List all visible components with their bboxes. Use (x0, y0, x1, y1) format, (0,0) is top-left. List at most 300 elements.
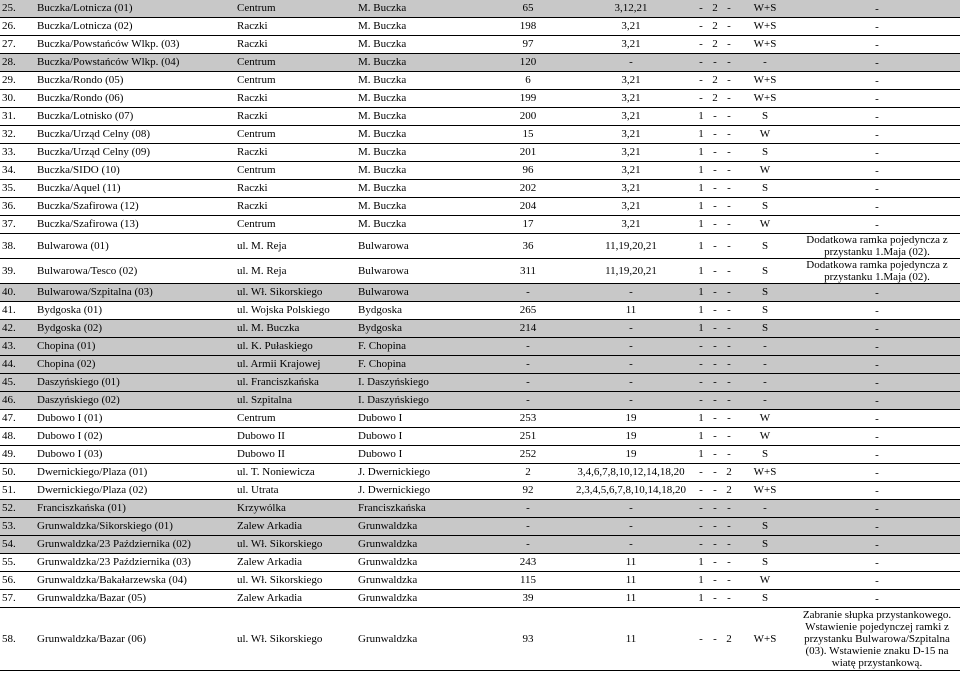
cell-shelter-type: W (736, 572, 794, 590)
cell-flag-a: - (694, 72, 708, 90)
cell-stop-number: 243 (488, 554, 568, 572)
cell-direction: ul. M. Reja (235, 234, 356, 259)
cell-flag-a: 1 (694, 284, 708, 302)
cell-flag-b: - (708, 446, 722, 464)
cell-shelter-type: - (736, 338, 794, 356)
cell-flag-b: - (708, 302, 722, 320)
cell-street: Grunwaldzka (356, 554, 488, 572)
cell-flag-a: - (694, 482, 708, 500)
cell-row-number: 35. (0, 180, 35, 198)
cell-street: M. Buczka (356, 216, 488, 234)
cell-bus-lines: 11 (568, 554, 694, 572)
table-row (0, 108, 960, 126)
cell-bus-lines: 2,3,4,5,6,7,8,10,14,18,20 (568, 482, 694, 500)
cell-shelter-type: S (736, 320, 794, 338)
cell-direction: Raczki (235, 198, 356, 216)
cell-stop-name: Buczka/Urząd Celny (09) (35, 144, 235, 162)
cell-bus-lines: 3,21 (568, 198, 694, 216)
table-row (0, 428, 960, 446)
cell-shelter-type: W+S (736, 18, 794, 36)
table-row (0, 338, 960, 356)
cell-shelter-type: S (736, 590, 794, 608)
cell-street: Bulwarowa (356, 259, 488, 284)
cell-stop-number: 265 (488, 302, 568, 320)
cell-street: M. Buczka (356, 180, 488, 198)
cell-flag-a: 1 (694, 216, 708, 234)
cell-note: - (794, 374, 960, 392)
cell-bus-lines: 19 (568, 410, 694, 428)
cell-bus-lines: - (568, 500, 694, 518)
cell-flag-c: - (722, 518, 736, 536)
cell-stop-name: Franciszkańska (01) (35, 500, 235, 518)
cell-flag-a: - (694, 356, 708, 374)
cell-street: M. Buczka (356, 36, 488, 54)
cell-stop-number: 202 (488, 180, 568, 198)
table-row (0, 374, 960, 392)
cell-bus-lines: 11,19,20,21 (568, 234, 694, 259)
cell-row-number: 26. (0, 18, 35, 36)
cell-flag-a: 1 (694, 234, 708, 259)
table-row (0, 572, 960, 590)
cell-stop-name: Buczka/Szafirowa (12) (35, 198, 235, 216)
cell-row-number: 47. (0, 410, 35, 428)
cell-direction: ul. Wł. Sikorskiego (235, 536, 356, 554)
cell-direction: Raczki (235, 90, 356, 108)
table-row (0, 234, 960, 259)
cell-row-number: 50. (0, 464, 35, 482)
cell-bus-lines: 3,12,21 (568, 0, 694, 18)
cell-flag-a: 1 (694, 446, 708, 464)
cell-flag-a: 1 (694, 554, 708, 572)
cell-stop-number: 92 (488, 482, 568, 500)
cell-note: - (794, 536, 960, 554)
cell-stop-number: 253 (488, 410, 568, 428)
cell-bus-lines: 3,21 (568, 18, 694, 36)
cell-bus-lines: - (568, 338, 694, 356)
cell-flag-a: - (694, 338, 708, 356)
cell-flag-b: - (708, 320, 722, 338)
cell-flag-b: - (708, 500, 722, 518)
cell-row-number: 55. (0, 554, 35, 572)
cell-flag-c: - (722, 410, 736, 428)
cell-flag-a: 1 (694, 590, 708, 608)
cell-direction: ul. Wł. Sikorskiego (235, 284, 356, 302)
table-row (0, 464, 960, 482)
cell-street: Grunwaldzka (356, 590, 488, 608)
cell-direction: Centrum (235, 54, 356, 72)
cell-stop-number: 201 (488, 144, 568, 162)
cell-flag-b: - (708, 536, 722, 554)
cell-stop-name: Dwernickiego/Plaza (01) (35, 464, 235, 482)
cell-stop-number: 65 (488, 0, 568, 18)
cell-flag-c: - (722, 108, 736, 126)
cell-stop-number: 97 (488, 36, 568, 54)
cell-shelter-type: S (736, 518, 794, 536)
cell-shelter-type: S (736, 180, 794, 198)
cell-street: Grunwaldzka (356, 536, 488, 554)
cell-flag-c: - (722, 500, 736, 518)
cell-flag-c: - (722, 198, 736, 216)
cell-street: Bydgoska (356, 320, 488, 338)
cell-direction: ul. Wojska Polskiego (235, 302, 356, 320)
cell-row-number: 31. (0, 108, 35, 126)
cell-row-number: 49. (0, 446, 35, 464)
table-row (0, 302, 960, 320)
cell-street: F. Chopina (356, 356, 488, 374)
cell-direction: Raczki (235, 144, 356, 162)
cell-flag-c: - (722, 590, 736, 608)
cell-stop-number: 36 (488, 234, 568, 259)
cell-direction: ul. K. Pułaskiego (235, 338, 356, 356)
cell-shelter-type: W+S (736, 608, 794, 671)
cell-shelter-type: W+S (736, 36, 794, 54)
cell-flag-a: - (694, 36, 708, 54)
cell-flag-c: 2 (722, 608, 736, 671)
cell-street: Bulwarowa (356, 234, 488, 259)
table-row (0, 259, 960, 284)
cell-flag-c: - (722, 234, 736, 259)
cell-row-number: 41. (0, 302, 35, 320)
cell-row-number: 45. (0, 374, 35, 392)
table-row (0, 608, 960, 671)
cell-note: - (794, 0, 960, 18)
cell-flag-a: 1 (694, 180, 708, 198)
cell-direction: Dubowo II (235, 428, 356, 446)
cell-bus-lines: - (568, 320, 694, 338)
cell-shelter-type: - (736, 356, 794, 374)
cell-flag-b: - (708, 482, 722, 500)
cell-bus-lines: - (568, 392, 694, 410)
cell-flag-a: 1 (694, 198, 708, 216)
cell-shelter-type: S (736, 108, 794, 126)
table-row (0, 126, 960, 144)
cell-flag-b: - (708, 162, 722, 180)
cell-flag-b: 2 (708, 36, 722, 54)
cell-flag-c: - (722, 162, 736, 180)
table-row (0, 536, 960, 554)
cell-shelter-type: S (736, 259, 794, 284)
cell-bus-lines: - (568, 518, 694, 536)
cell-flag-b: - (708, 259, 722, 284)
cell-stop-number: 6 (488, 72, 568, 90)
cell-street: F. Chopina (356, 338, 488, 356)
cell-bus-lines: 11,19,20,21 (568, 259, 694, 284)
cell-street: Franciszkańska (356, 500, 488, 518)
cell-stop-name: Buczka/Powstańców Wlkp. (03) (35, 36, 235, 54)
cell-flag-c: - (722, 36, 736, 54)
cell-flag-a: - (694, 518, 708, 536)
cell-stop-number: - (488, 500, 568, 518)
cell-stop-number: - (488, 374, 568, 392)
cell-direction: Raczki (235, 36, 356, 54)
cell-row-number: 32. (0, 126, 35, 144)
cell-row-number: 53. (0, 518, 35, 536)
cell-flag-b: - (708, 428, 722, 446)
table-row (0, 198, 960, 216)
cell-flag-b: 2 (708, 72, 722, 90)
cell-note: - (794, 198, 960, 216)
cell-note: - (794, 108, 960, 126)
cell-stop-name: Buczka/Lotnisko (07) (35, 108, 235, 126)
table-row (0, 410, 960, 428)
cell-row-number: 37. (0, 216, 35, 234)
cell-note: - (794, 554, 960, 572)
cell-direction: ul. Armii Krajowej (235, 356, 356, 374)
cell-shelter-type: S (736, 536, 794, 554)
cell-flag-b: - (708, 126, 722, 144)
cell-stop-number: - (488, 284, 568, 302)
cell-row-number: 33. (0, 144, 35, 162)
cell-street: M. Buczka (356, 72, 488, 90)
cell-flag-a: - (694, 536, 708, 554)
table-row (0, 72, 960, 90)
cell-flag-c: - (722, 180, 736, 198)
cell-note: Dodatkowa ramka pojedyncza z przystanku 1.Maja (02). (794, 234, 960, 259)
cell-street: I. Daszyńskiego (356, 392, 488, 410)
cell-row-number: 56. (0, 572, 35, 590)
cell-stop-name: Buczka/Lotnicza (01) (35, 0, 235, 18)
cell-street: M. Buczka (356, 108, 488, 126)
cell-stop-name: Dwernickiego/Plaza (02) (35, 482, 235, 500)
cell-stop-name: Grunwaldzka/Bazar (05) (35, 590, 235, 608)
cell-row-number: 34. (0, 162, 35, 180)
cell-bus-lines: - (568, 54, 694, 72)
cell-flag-b: - (708, 554, 722, 572)
cell-note: Zabranie słupka przystankowego. Wstawienie pojedynczej ramki z przystanku Bulwarowa/Szpitalna (03). Wstawienie znaku D-15 na wiatę przystankową. (794, 608, 960, 671)
cell-note: - (794, 338, 960, 356)
table-row (0, 36, 960, 54)
cell-row-number: 54. (0, 536, 35, 554)
cell-flag-c: - (722, 54, 736, 72)
cell-row-number: 39. (0, 259, 35, 284)
cell-row-number: 48. (0, 428, 35, 446)
cell-direction: Raczki (235, 18, 356, 36)
cell-row-number: 42. (0, 320, 35, 338)
cell-stop-name: Buczka/Rondo (05) (35, 72, 235, 90)
cell-street: M. Buczka (356, 18, 488, 36)
cell-direction: Raczki (235, 180, 356, 198)
cell-bus-lines: - (568, 374, 694, 392)
cell-bus-lines: 3,21 (568, 90, 694, 108)
cell-note: - (794, 162, 960, 180)
cell-note: - (794, 590, 960, 608)
cell-row-number: 44. (0, 356, 35, 374)
cell-row-number: 57. (0, 590, 35, 608)
cell-stop-number: 200 (488, 108, 568, 126)
cell-direction: ul. Szpitalna (235, 392, 356, 410)
cell-flag-a: - (694, 90, 708, 108)
cell-note: - (794, 302, 960, 320)
cell-bus-lines: - (568, 356, 694, 374)
table-row (0, 320, 960, 338)
cell-note: - (794, 126, 960, 144)
cell-stop-name: Buczka/Urząd Celny (08) (35, 126, 235, 144)
cell-stop-name: Buczka/SIDO (10) (35, 162, 235, 180)
cell-shelter-type: - (736, 374, 794, 392)
cell-stop-name: Chopina (02) (35, 356, 235, 374)
cell-note: - (794, 18, 960, 36)
cell-shelter-type: W+S (736, 90, 794, 108)
cell-direction: Dubowo II (235, 446, 356, 464)
cell-flag-b: 2 (708, 0, 722, 18)
cell-flag-c: - (722, 356, 736, 374)
cell-street: J. Dwernickiego (356, 482, 488, 500)
table-row (0, 356, 960, 374)
cell-flag-c: - (722, 18, 736, 36)
cell-stop-name: Bydgoska (02) (35, 320, 235, 338)
cell-bus-lines: 3,21 (568, 126, 694, 144)
cell-direction: Centrum (235, 0, 356, 18)
cell-flag-b: - (708, 374, 722, 392)
cell-flag-c: - (722, 259, 736, 284)
cell-flag-a: 1 (694, 162, 708, 180)
cell-street: M. Buczka (356, 0, 488, 18)
cell-stop-number: 93 (488, 608, 568, 671)
cell-note: - (794, 464, 960, 482)
cell-row-number: 46. (0, 392, 35, 410)
cell-row-number: 52. (0, 500, 35, 518)
cell-flag-c: - (722, 144, 736, 162)
cell-shelter-type: W+S (736, 0, 794, 18)
cell-flag-a: 1 (694, 428, 708, 446)
cell-shelter-type: - (736, 392, 794, 410)
cell-row-number: 38. (0, 234, 35, 259)
cell-bus-lines: 3,21 (568, 36, 694, 54)
cell-shelter-type: S (736, 144, 794, 162)
cell-stop-name: Buczka/Powstańców Wlkp. (04) (35, 54, 235, 72)
cell-stop-name: Dubowo I (02) (35, 428, 235, 446)
cell-stop-number: 15 (488, 126, 568, 144)
cell-stop-number: - (488, 338, 568, 356)
cell-note: - (794, 482, 960, 500)
table-row (0, 392, 960, 410)
cell-flag-c: - (722, 446, 736, 464)
cell-street: M. Buczka (356, 144, 488, 162)
cell-row-number: 29. (0, 72, 35, 90)
cell-row-number: 27. (0, 36, 35, 54)
cell-stop-number: 204 (488, 198, 568, 216)
cell-note: - (794, 446, 960, 464)
cell-stop-name: Bulwarowa (01) (35, 234, 235, 259)
cell-flag-b: - (708, 392, 722, 410)
cell-bus-lines: 3,4,6,7,8,10,12,14,18,20 (568, 464, 694, 482)
cell-note: - (794, 90, 960, 108)
cell-flag-b: - (708, 590, 722, 608)
cell-note: - (794, 410, 960, 428)
cell-flag-a: 1 (694, 302, 708, 320)
cell-street: Grunwaldzka (356, 608, 488, 671)
cell-stop-number: 2 (488, 464, 568, 482)
cell-street: Grunwaldzka (356, 518, 488, 536)
table-row (0, 554, 960, 572)
table-row (0, 180, 960, 198)
cell-flag-b: - (708, 356, 722, 374)
cell-direction: ul. Wł. Sikorskiego (235, 572, 356, 590)
cell-flag-a: 1 (694, 410, 708, 428)
cell-note: - (794, 500, 960, 518)
cell-stop-name: Grunwaldzka/23 Października (03) (35, 554, 235, 572)
cell-flag-b: - (708, 108, 722, 126)
cell-flag-b: - (708, 338, 722, 356)
cell-stop-number: 96 (488, 162, 568, 180)
cell-stop-number: - (488, 536, 568, 554)
cell-flag-a: - (694, 608, 708, 671)
cell-note: - (794, 72, 960, 90)
cell-note: - (794, 216, 960, 234)
cell-shelter-type: - (736, 500, 794, 518)
cell-note: - (794, 284, 960, 302)
cell-bus-lines: 11 (568, 590, 694, 608)
cell-note: - (794, 36, 960, 54)
cell-note: - (794, 518, 960, 536)
cell-flag-b: - (708, 572, 722, 590)
cell-row-number: 58. (0, 608, 35, 671)
cell-flag-c: - (722, 392, 736, 410)
cell-flag-b: 2 (708, 90, 722, 108)
cell-row-number: 25. (0, 0, 35, 18)
cell-flag-c: - (722, 338, 736, 356)
cell-street: M. Buczka (356, 90, 488, 108)
cell-stop-number: 251 (488, 428, 568, 446)
cell-direction: ul. Franciszkańska (235, 374, 356, 392)
cell-note: - (794, 54, 960, 72)
cell-flag-b: - (708, 198, 722, 216)
cell-shelter-type: S (736, 554, 794, 572)
cell-flag-c: 2 (722, 482, 736, 500)
cell-shelter-type: S (736, 302, 794, 320)
cell-street: Dubowo I (356, 428, 488, 446)
cell-shelter-type: S (736, 234, 794, 259)
cell-stop-name: Daszyńskiego (02) (35, 392, 235, 410)
cell-flag-c: - (722, 374, 736, 392)
cell-bus-lines: 3,21 (568, 216, 694, 234)
cell-shelter-type: S (736, 198, 794, 216)
cell-stop-number: 311 (488, 259, 568, 284)
cell-flag-c: - (722, 572, 736, 590)
cell-flag-c: - (722, 320, 736, 338)
cell-bus-lines: 11 (568, 572, 694, 590)
cell-direction: ul. T. Noniewicza (235, 464, 356, 482)
cell-street: J. Dwernickiego (356, 464, 488, 482)
cell-direction: Zalew Arkadia (235, 518, 356, 536)
cell-stop-name: Chopina (01) (35, 338, 235, 356)
cell-stop-number: - (488, 518, 568, 536)
cell-direction: Centrum (235, 72, 356, 90)
cell-direction: Centrum (235, 162, 356, 180)
cell-direction: Raczki (235, 108, 356, 126)
cell-direction: ul. M. Reja (235, 259, 356, 284)
cell-street: Bydgoska (356, 302, 488, 320)
cell-stop-name: Daszyńskiego (01) (35, 374, 235, 392)
cell-flag-a: 1 (694, 259, 708, 284)
cell-bus-lines: 3,21 (568, 180, 694, 198)
cell-stop-name: Bulwarowa/Tesco (02) (35, 259, 235, 284)
cell-shelter-type: S (736, 284, 794, 302)
cell-street: M. Buczka (356, 198, 488, 216)
cell-bus-lines: 11 (568, 302, 694, 320)
cell-flag-b: - (708, 284, 722, 302)
cell-street: Bulwarowa (356, 284, 488, 302)
cell-flag-b: - (708, 518, 722, 536)
cell-flag-a: - (694, 392, 708, 410)
cell-flag-b: - (708, 180, 722, 198)
cell-bus-lines: 11 (568, 608, 694, 671)
cell-street: Dubowo I (356, 410, 488, 428)
cell-row-number: 43. (0, 338, 35, 356)
cell-shelter-type: - (736, 54, 794, 72)
cell-note: - (794, 144, 960, 162)
cell-note: Dodatkowa ramka pojedyncza z przystanku 1.Maja (02). (794, 259, 960, 284)
